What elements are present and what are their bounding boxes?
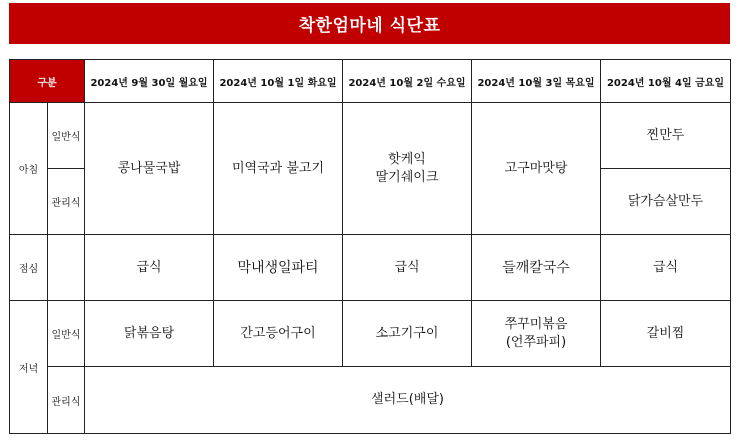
breakfast-regular-row: [10, 103, 731, 169]
lunch-tue: 막내생일파티: [214, 235, 343, 301]
header-day-fri: 2024년 10월 4일 금요일: [601, 60, 731, 103]
dinner-regular-row: [10, 301, 731, 367]
dinner-thu-line2: (언쭈파피): [505, 334, 567, 350]
type-label-managed: 관리식: [48, 169, 85, 235]
type-label-regular: 일반식: [48, 301, 85, 367]
type-label-regular: 일반식: [48, 103, 85, 169]
dinner-managed-row: [10, 367, 731, 434]
header-day-thu: 2024년 10월 3일 목요일: [472, 60, 601, 103]
lunch-fri: 급식: [601, 235, 731, 301]
breakfast-mon: 콩나물국밥: [85, 103, 214, 235]
meal-label-lunch: 점심: [10, 235, 48, 301]
lunch-mon: 급식: [85, 235, 214, 301]
breakfast-tue: 미역국과 불고기: [214, 103, 343, 235]
dinner-thu: [472, 301, 601, 367]
header-day-tue: 2024년 10월 1일 화요일: [214, 60, 343, 103]
meal-plan-table: [9, 59, 731, 434]
dinner-tue: 간고등어구이: [214, 301, 343, 367]
breakfast-wed-line1: 핫케익: [388, 151, 426, 167]
meal-label-dinner: 저녁: [10, 301, 48, 434]
dinner-mon: 닭볶음탕: [85, 301, 214, 367]
dinner-wed: 소고기구이: [343, 301, 472, 367]
header-row: [10, 60, 731, 103]
lunch-type-empty: [48, 235, 85, 301]
dinner-fri: 갈비찜: [601, 301, 731, 367]
breakfast-fri-regular: 찐만두: [601, 103, 731, 169]
lunch-row: [10, 235, 731, 301]
dinner-thu-line1: 쭈꾸미볶음: [504, 316, 568, 332]
page-title: 착한엄마네 식단표: [9, 3, 730, 44]
dinner-managed-all: 샐러드(배달): [85, 367, 731, 434]
header-day-mon: 2024년 9월 30일 월요일: [85, 60, 214, 103]
breakfast-wed-line2: 딸기쉐이크: [375, 169, 439, 185]
header-day-wed: 2024년 10월 2일 수요일: [343, 60, 472, 103]
lunch-wed: 급식: [343, 235, 472, 301]
type-label-managed: 관리식: [48, 367, 85, 434]
breakfast-wed: [343, 103, 472, 235]
breakfast-thu: 고구마맛탕: [472, 103, 601, 235]
breakfast-fri-managed: 닭가슴살만두: [601, 169, 731, 235]
header-category: 구분: [10, 60, 85, 103]
lunch-thu: 들깨칼국수: [472, 235, 601, 301]
meal-label-breakfast: 아침: [10, 103, 48, 235]
